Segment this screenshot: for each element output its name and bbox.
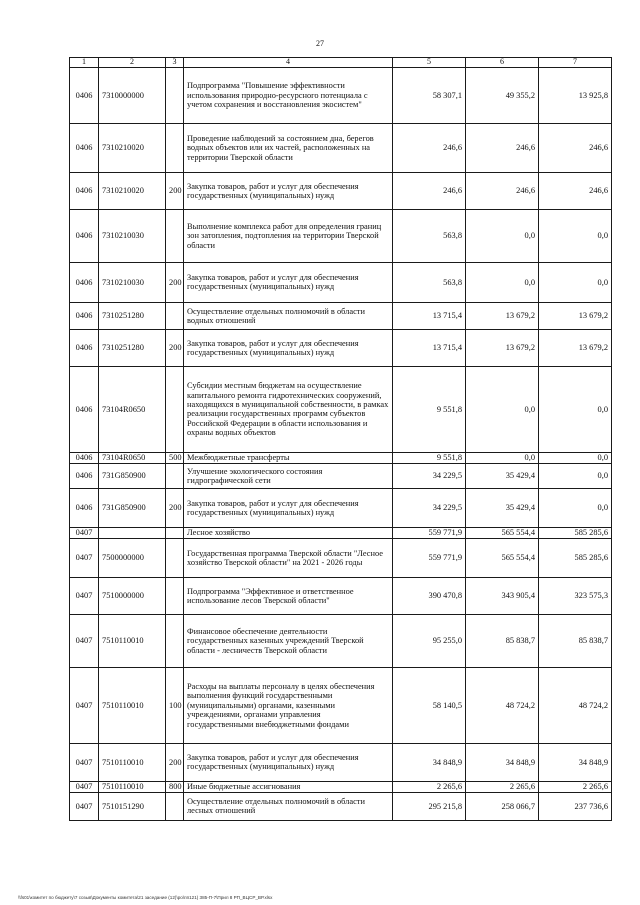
table-row bbox=[70, 123, 612, 172]
target-article-code: 7510110010 bbox=[99, 614, 166, 667]
item-name: Закупка товаров, работ и услуг для обеспечения государственных (муниципальных) нужд bbox=[184, 172, 393, 209]
column-header: 7 bbox=[539, 58, 612, 68]
table-row bbox=[70, 527, 612, 538]
amount-col-6: 49 355,2 bbox=[466, 67, 539, 123]
target-article-code: 73104R0650 bbox=[99, 452, 166, 463]
table-row bbox=[70, 452, 612, 463]
item-name: Закупка товаров, работ и услуг для обеспечения государственных (муниципальных) нужд bbox=[184, 488, 393, 527]
amount-col-6: 246,6 bbox=[466, 172, 539, 209]
expense-type-code: 200 bbox=[166, 329, 184, 366]
section-code: 0406 bbox=[70, 329, 99, 366]
section-code: 0407 bbox=[70, 743, 99, 781]
item-name: Финансовое обеспечение деятельности государственных казенных учреждений Тверской области - лесничеств Тверской области bbox=[184, 614, 393, 667]
table-row bbox=[70, 67, 612, 123]
section-code: 0406 bbox=[70, 209, 99, 262]
section-code: 0407 bbox=[70, 527, 99, 538]
budget-table bbox=[69, 57, 612, 821]
amount-col-6: 2 265,6 bbox=[466, 781, 539, 792]
amount-col-6: 258 066,7 bbox=[466, 792, 539, 820]
expense-type-code: 200 bbox=[166, 172, 184, 209]
table-row bbox=[70, 172, 612, 209]
amount-col-7: 13 679,2 bbox=[539, 302, 612, 329]
expense-type-code bbox=[166, 209, 184, 262]
expense-type-code bbox=[166, 538, 184, 577]
amount-col-7: 85 838,7 bbox=[539, 614, 612, 667]
expense-type-code bbox=[166, 366, 184, 452]
target-article-code: 7310251280 bbox=[99, 329, 166, 366]
amount-col-7: 585 285,6 bbox=[539, 538, 612, 577]
section-code: 0407 bbox=[70, 577, 99, 614]
amount-col-6: 246,6 bbox=[466, 123, 539, 172]
target-article-code: 7310210020 bbox=[99, 123, 166, 172]
target-article-code: 7310210030 bbox=[99, 262, 166, 302]
amount-col-7: 48 724,2 bbox=[539, 667, 612, 743]
amount-col-5: 559 771,9 bbox=[393, 538, 466, 577]
table-row bbox=[70, 329, 612, 366]
amount-col-5: 58 140,5 bbox=[393, 667, 466, 743]
section-code: 0406 bbox=[70, 123, 99, 172]
amount-col-7: 0,0 bbox=[539, 463, 612, 488]
expense-type-code bbox=[166, 302, 184, 329]
item-name: Подпрограмма "Повышение эффективности использования природно-ресурсного потенциала с учетом сохранения и восстановления экосистем" bbox=[184, 67, 393, 123]
section-code: 0406 bbox=[70, 302, 99, 329]
amount-col-5: 559 771,9 bbox=[393, 527, 466, 538]
amount-col-6: 0,0 bbox=[466, 209, 539, 262]
expense-type-code bbox=[166, 792, 184, 820]
target-article-code: 7510110010 bbox=[99, 743, 166, 781]
section-code: 0407 bbox=[70, 667, 99, 743]
amount-col-5: 9 551,8 bbox=[393, 452, 466, 463]
expense-type-code: 200 bbox=[166, 488, 184, 527]
amount-col-5: 34 229,5 bbox=[393, 488, 466, 527]
section-code: 0406 bbox=[70, 463, 99, 488]
item-name: Осуществление отдельных полномочий в области водных отношений bbox=[184, 302, 393, 329]
table-row bbox=[70, 538, 612, 577]
expense-type-code: 800 bbox=[166, 781, 184, 792]
amount-col-7: 323 575,3 bbox=[539, 577, 612, 614]
expense-type-code: 200 bbox=[166, 743, 184, 781]
amount-col-6: 85 838,7 bbox=[466, 614, 539, 667]
amount-col-6: 35 429,4 bbox=[466, 488, 539, 527]
item-name: Иные бюджетные ассигнования bbox=[184, 781, 393, 792]
section-code: 0406 bbox=[70, 172, 99, 209]
amount-col-7: 13 679,2 bbox=[539, 329, 612, 366]
amount-col-6: 34 848,9 bbox=[466, 743, 539, 781]
amount-col-7: 237 736,6 bbox=[539, 792, 612, 820]
amount-col-5: 34 848,9 bbox=[393, 743, 466, 781]
table-row bbox=[70, 366, 612, 452]
target-article-code: 7510151290 bbox=[99, 792, 166, 820]
amount-col-6: 48 724,2 bbox=[466, 667, 539, 743]
expense-type-code bbox=[166, 527, 184, 538]
amount-col-5: 9 551,8 bbox=[393, 366, 466, 452]
column-header: 3 bbox=[166, 58, 184, 68]
amount-col-6: 565 554,4 bbox=[466, 527, 539, 538]
amount-col-7: 2 265,6 bbox=[539, 781, 612, 792]
section-code: 0407 bbox=[70, 614, 99, 667]
target-article-code: 731G850900 bbox=[99, 463, 166, 488]
amount-col-7: 246,6 bbox=[539, 172, 612, 209]
amount-col-6: 13 679,2 bbox=[466, 329, 539, 366]
target-article-code: 7310210030 bbox=[99, 209, 166, 262]
table-row bbox=[70, 743, 612, 781]
column-header: 2 bbox=[99, 58, 166, 68]
amount-col-6: 0,0 bbox=[466, 366, 539, 452]
table-row bbox=[70, 667, 612, 743]
item-name: Проведение наблюдений за состоянием дна, берегов водных объектов или их частей, расположенных на территории Тверской области bbox=[184, 123, 393, 172]
target-article-code: 7310210020 bbox=[99, 172, 166, 209]
expense-type-code bbox=[166, 577, 184, 614]
column-header: 6 bbox=[466, 58, 539, 68]
table-row bbox=[70, 262, 612, 302]
section-code: 0406 bbox=[70, 452, 99, 463]
section-code: 0406 bbox=[70, 67, 99, 123]
target-article-code: 7510110010 bbox=[99, 781, 166, 792]
item-name: Расходы на выплаты персоналу в целях обеспечения выполнения функций государственными (муниципальными) органами, казенными учреждениями, органами управления государственными внебюджетными фондами bbox=[184, 667, 393, 743]
amount-col-5: 13 715,4 bbox=[393, 302, 466, 329]
table-row bbox=[70, 781, 612, 792]
target-article-code: 7500000000 bbox=[99, 538, 166, 577]
amount-col-5: 295 215,8 bbox=[393, 792, 466, 820]
target-article-code: 73104R0650 bbox=[99, 366, 166, 452]
item-name: Межбюджетные трансферты bbox=[184, 452, 393, 463]
expense-type-code bbox=[166, 67, 184, 123]
item-name: Субсидии местным бюджетам на осуществление капитального ремонта гидротехнических сооружений, находящихся в муниципальной собственности, в рамках реализации государственных программ субъектов Российской Федерации в области использования и охраны водных объектов bbox=[184, 366, 393, 452]
item-name: Закупка товаров, работ и услуг для обеспечения государственных (муниципальных) нужд bbox=[184, 262, 393, 302]
target-article-code bbox=[99, 527, 166, 538]
item-name: Подпрограмма "Эффективное и ответственное использование лесов Тверской области" bbox=[184, 577, 393, 614]
target-article-code: 7510000000 bbox=[99, 577, 166, 614]
section-code: 0406 bbox=[70, 262, 99, 302]
target-article-code: 7510110010 bbox=[99, 667, 166, 743]
amount-col-7: 0,0 bbox=[539, 488, 612, 527]
amount-col-7: 0,0 bbox=[539, 452, 612, 463]
amount-col-6: 35 429,4 bbox=[466, 463, 539, 488]
item-name: Осуществление отдельных полномочий в области лесных отношений bbox=[184, 792, 393, 820]
section-code: 0407 bbox=[70, 792, 99, 820]
amount-col-5: 246,6 bbox=[393, 123, 466, 172]
column-header: 1 bbox=[70, 58, 99, 68]
amount-col-7: 13 925,8 bbox=[539, 67, 612, 123]
table-row bbox=[70, 463, 612, 488]
amount-col-7: 585 285,6 bbox=[539, 527, 612, 538]
item-name: Закупка товаров, работ и услуг для обеспечения государственных (муниципальных) нужд bbox=[184, 329, 393, 366]
table-row bbox=[70, 792, 612, 820]
amount-col-5: 34 229,5 bbox=[393, 463, 466, 488]
amount-col-6: 0,0 bbox=[466, 452, 539, 463]
section-code: 0406 bbox=[70, 366, 99, 452]
table-row bbox=[70, 614, 612, 667]
amount-col-5: 58 307,1 bbox=[393, 67, 466, 123]
amount-col-7: 0,0 bbox=[539, 366, 612, 452]
amount-col-5: 563,8 bbox=[393, 262, 466, 302]
page-number: 27 bbox=[316, 39, 324, 48]
amount-col-6: 343 905,4 bbox=[466, 577, 539, 614]
amount-col-7: 246,6 bbox=[539, 123, 612, 172]
item-name: Государственная программа Тверской области "Лесное хозяйство Тверской области" на 2021 - 2026 годы bbox=[184, 538, 393, 577]
item-name: Улучшение экологического состояния гидрографической сети bbox=[184, 463, 393, 488]
amount-col-6: 0,0 bbox=[466, 262, 539, 302]
item-name: Закупка товаров, работ и услуг для обеспечения государственных (муниципальных) нужд bbox=[184, 743, 393, 781]
table-row bbox=[70, 577, 612, 614]
table-row bbox=[70, 302, 612, 329]
amount-col-6: 565 554,4 bbox=[466, 538, 539, 577]
amount-col-5: 2 265,6 bbox=[393, 781, 466, 792]
table-row bbox=[70, 488, 612, 527]
amount-col-5: 563,8 bbox=[393, 209, 466, 262]
amount-col-7: 0,0 bbox=[539, 209, 612, 262]
section-code: 0407 bbox=[70, 781, 99, 792]
amount-col-5: 246,6 bbox=[393, 172, 466, 209]
section-code: 0406 bbox=[70, 488, 99, 527]
column-header: 5 bbox=[393, 58, 466, 68]
target-article-code: 731G850900 bbox=[99, 488, 166, 527]
item-name: Выполнение комплекса работ для определения границ зон затопления, подтопления на территории Тверской области bbox=[184, 209, 393, 262]
file-path-footer: \\fs01\комитет по бюджету\7 созыв\Документы комитета\21 заседание (12)\ро\пп121) 385-П-7\Прил 8 РП_ВЦСР_ВР.xlsx bbox=[18, 895, 273, 900]
amount-col-7: 0,0 bbox=[539, 262, 612, 302]
column-header: 4 bbox=[184, 58, 393, 68]
expense-type-code: 100 bbox=[166, 667, 184, 743]
table-row bbox=[70, 209, 612, 262]
expense-type-code: 500 bbox=[166, 452, 184, 463]
column-number-row bbox=[70, 58, 612, 68]
amount-col-5: 13 715,4 bbox=[393, 329, 466, 366]
expense-type-code bbox=[166, 123, 184, 172]
target-article-code: 7310251280 bbox=[99, 302, 166, 329]
section-code: 0407 bbox=[70, 538, 99, 577]
expense-type-code bbox=[166, 614, 184, 667]
amount-col-6: 13 679,2 bbox=[466, 302, 539, 329]
expense-type-code: 200 bbox=[166, 262, 184, 302]
amount-col-5: 95 255,0 bbox=[393, 614, 466, 667]
expense-type-code bbox=[166, 463, 184, 488]
amount-col-7: 34 848,9 bbox=[539, 743, 612, 781]
item-name: Лесное хозяйство bbox=[184, 527, 393, 538]
amount-col-5: 390 470,8 bbox=[393, 577, 466, 614]
target-article-code: 7310000000 bbox=[99, 67, 166, 123]
